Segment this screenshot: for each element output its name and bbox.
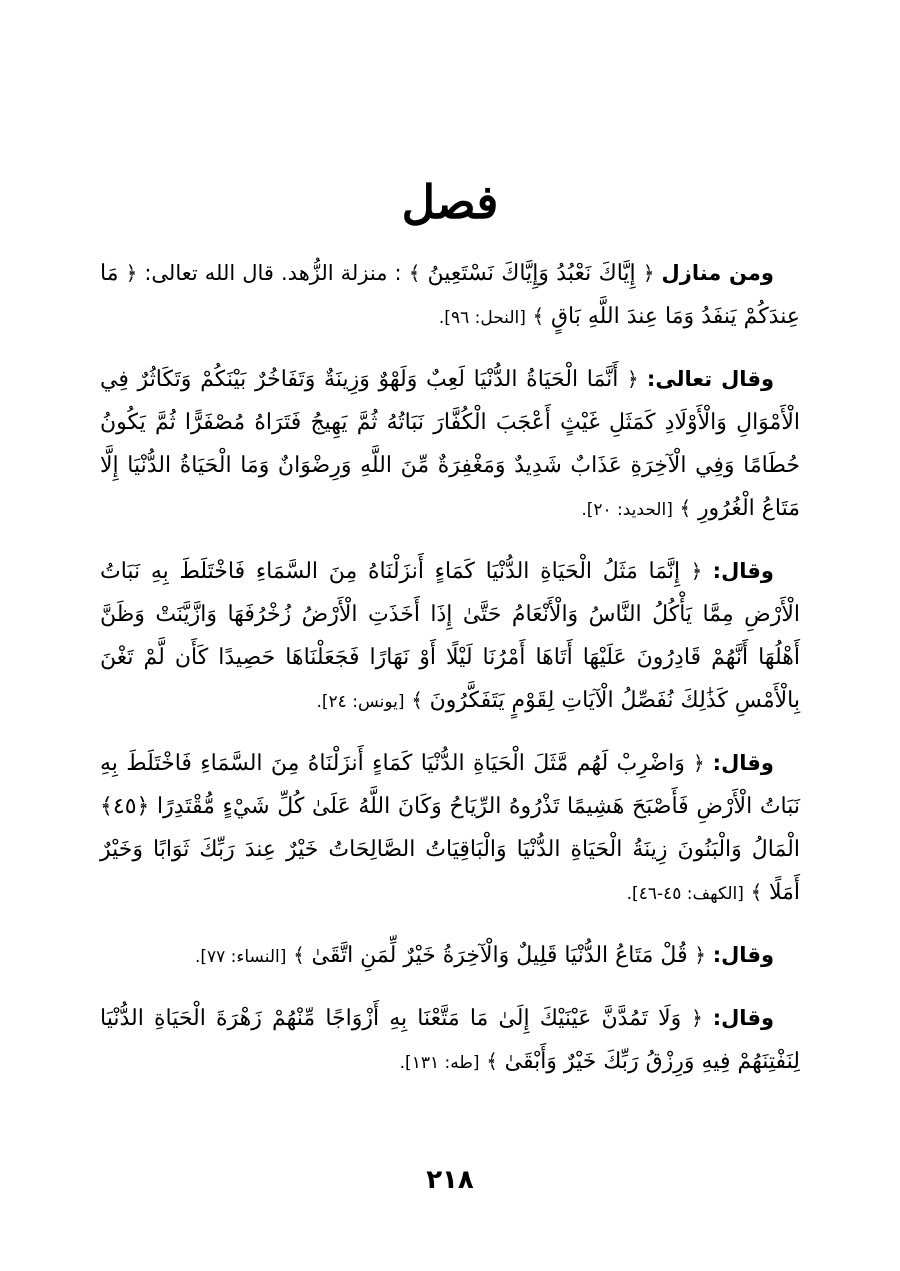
ornate-bracket-close: ﴾ bbox=[486, 1049, 498, 1073]
paragraph-intro: وقال تعالى: bbox=[646, 367, 774, 391]
ornate-bracket-close: ﴾ bbox=[411, 688, 423, 712]
verse-reference: [يونس: ٢٤]. bbox=[316, 692, 405, 712]
quran-verse: أَنَّمَا الْحَيَاةُ الدُّنْيَا لَعِبٌ وَلَهْوٌ وَزِينَةٌ وَتَفَاخُرٌ بَيْنَكُمْ وَتَكَاثُرٌ فِي الْأَمْوَالِ وَالْأَوْلَادِ كَمَثَلِ غَيْثٍ أَعْجَبَ الْكُفَّارَ نَبَاتُهُ ثُمَّ يَهِيجُ فَتَرَاهُ مُصْفَرًّا ثُمَّ يَكُونُ حُطَامًا وَفِي الْآخِرَةِ عَذَابٌ شَدِيدٌ وَمَغْفِرَةٌ مِّنَ اللَّهِ وَرِضْوَانٌ وَمَا الْحَيَاةُ الدُّنْيَا إِلَّا مَتَاعُ الْغُرُورِ bbox=[100, 367, 800, 521]
quran-verse: مَا عِندَكُمْ يَنفَدُ وَمَا عِندَ اللَّهِ بَاقٍ bbox=[100, 261, 800, 329]
verse-reference: [الكهف: ٤٥-٤٦]. bbox=[626, 884, 744, 904]
ornate-bracket-open: ﴿ bbox=[690, 559, 703, 583]
paragraph bbox=[100, 997, 800, 1085]
quran-verse: وَلَا تَمُدَّنَّ عَيْنَيْكَ إِلَىٰ مَا مَتَّعْنَا بِهِ أَزْوَاجًا مِّنْهُمْ زَهْرَةَ الْحَيَاةِ الدُّنْيَا لِنَفْتِنَهُمْ فِيهِ وَرِزْقُ رَبِّكَ خَيْرٌ وَأَبْقَىٰ bbox=[100, 1006, 800, 1074]
paragraph-intro: وقال: bbox=[712, 751, 774, 775]
paragraph bbox=[100, 742, 800, 916]
body-text-segment: : منزلة الزُّهد. قال الله تعالى: bbox=[144, 261, 402, 285]
verse-reference: [النساء: ٧٧]. bbox=[194, 947, 287, 967]
ornate-bracket-close: ﴾ bbox=[532, 304, 545, 328]
ornate-bracket-open: ﴿ bbox=[626, 367, 639, 391]
paragraph-intro: ومن منازل bbox=[661, 261, 774, 285]
paragraph-intro: وقال: bbox=[712, 1006, 774, 1030]
ornate-bracket-close: ﴾ bbox=[679, 496, 692, 520]
paragraph-intro: وقال: bbox=[712, 943, 774, 967]
verse-reference: [طه: ١٣١]. bbox=[399, 1053, 480, 1073]
section-heading: فصل bbox=[401, 175, 499, 229]
ornate-bracket-close: ﴾ bbox=[293, 943, 305, 967]
paragraph-intro: وقال: bbox=[712, 559, 774, 583]
quran-verse: إِيَّاكَ نَعْبُدُ وَإِيَّاكَ نَسْتَعِينُ bbox=[427, 261, 636, 286]
quran-verse: وَاضْرِبْ لَهُم مَّثَلَ الْحَيَاةِ الدُّنْيَا كَمَاءٍ أَنزَلْنَاهُ مِنَ السَّمَاءِ فَاخْتَلَطَ بِهِ نَبَاتُ الْأَرْضِ فَأَصْبَحَ هَشِيمًا تَذْرُوهُ الرِّيَاحُ وَكَانَ اللَّهُ عَلَىٰ كُلِّ شَيْءٍ مُّقْتَدِرًا ﴿٤٥﴾ الْمَالُ وَالْبَنُونَ زِينَةُ الْحَيَاةِ الدُّنْيَا وَالْبَاقِيَاتُ الصَّالِحَاتُ خَيْرٌ عِندَ رَبِّكَ ثَوَابًا وَخَيْرٌ أَمَلًا bbox=[100, 751, 800, 905]
quran-verse: إِنَّمَا مَثَلُ الْحَيَاةِ الدُّنْيَا كَمَاءٍ أَنزَلْنَاهُ مِنَ السَّمَاءِ فَاخْتَلَطَ بِهِ نَبَاتُ الْأَرْضِ مِمَّا يَأْكُلُ النَّاسُ وَالْأَنْعَامُ حَتَّىٰ إِذَا أَخَذَتِ الْأَرْضُ زُخْرُفَهَا وَازَّيَّنَتْ وَظَنَّ أَهْلُهَا أَنَّهُمْ قَادِرُونَ عَلَيْهَا أَتَاهَا أَمْرُنَا لَيْلًا أَوْ نَهَارًا فَجَعَلْنَاهَا حَصِيدًا كَأَن لَّمْ تَغْنَ بِالْأَمْسِ كَذَٰلِكَ نُفَصِّلُ الْآيَاتِ لِقَوْمٍ يَتَفَكَّرُونَ bbox=[100, 559, 800, 713]
paragraph bbox=[100, 934, 800, 979]
ornate-bracket-open: ﴿ bbox=[691, 1006, 703, 1030]
quran-verse: قُلْ مَتَاعُ الدُّنْيَا قَلِيلٌ وَالْآخِرَةُ خَيْرٌ لِّمَنِ اتَّقَىٰ bbox=[311, 943, 688, 968]
ornate-bracket-open: ﴿ bbox=[694, 943, 706, 967]
ornate-bracket-open: ﴿ bbox=[125, 261, 138, 285]
ornate-bracket-open: ﴿ bbox=[642, 261, 655, 285]
paragraph bbox=[100, 550, 800, 724]
ornate-bracket-open: ﴿ bbox=[692, 751, 705, 775]
body-text bbox=[100, 252, 800, 1085]
paragraph bbox=[100, 252, 800, 340]
ornate-bracket-close: ﴾ bbox=[750, 880, 763, 904]
page-number: ٢١٨ bbox=[426, 1165, 474, 1195]
paragraph bbox=[100, 358, 800, 532]
verse-reference: [الحديد: ٢٠]. bbox=[581, 500, 673, 520]
verse-reference: [النحل: ٩٦]. bbox=[438, 308, 526, 328]
ornate-bracket-close: ﴾ bbox=[408, 261, 421, 285]
